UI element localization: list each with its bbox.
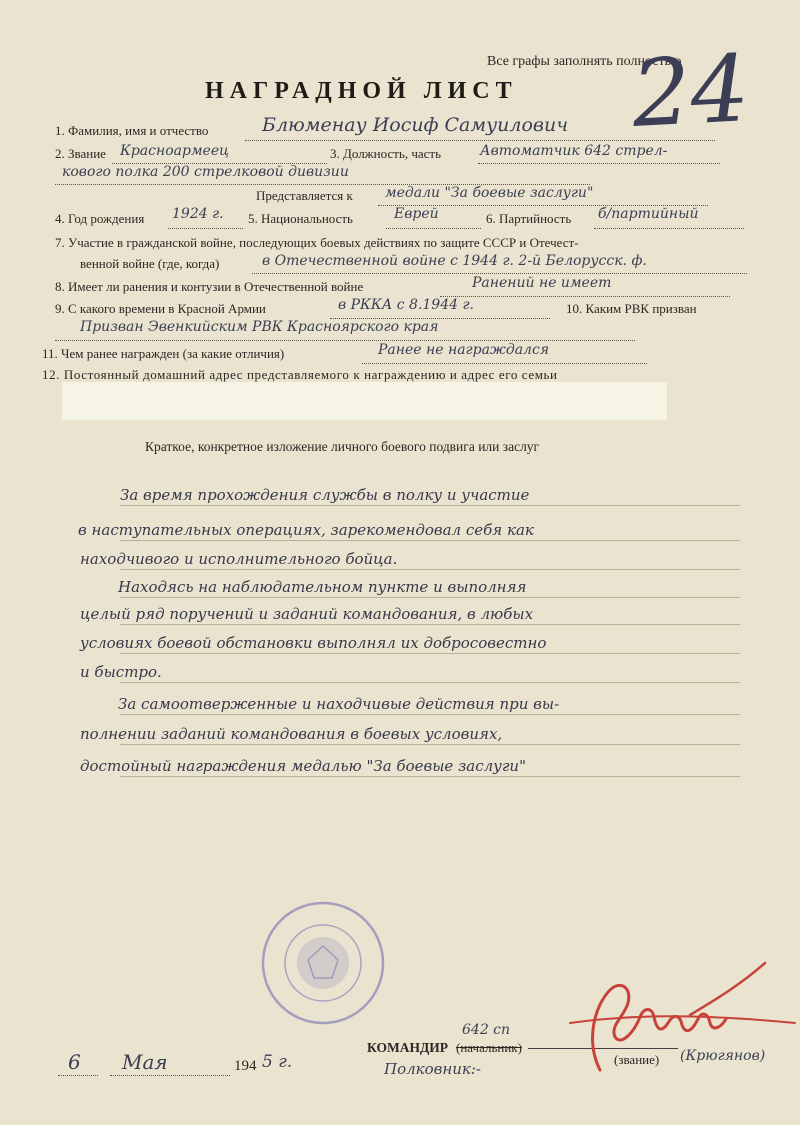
field-7-label: 7. Участие в гражданской войне, последующих боевых действиях по защите СССР и Отечест- — [55, 235, 579, 250]
summary-line: целый ряд поручений и заданий командования, в любых — [80, 605, 534, 623]
ruled-line — [120, 776, 740, 777]
summary-heading: Краткое, конкретное изложение личного боевого подвига или заслуг — [145, 439, 540, 454]
field-5-underline — [386, 228, 481, 229]
redacted-address-block — [62, 382, 667, 420]
summary-line: достойный награждения медалью "За боевые заслуги" — [80, 757, 526, 775]
fill-all-note: Все графы заполнять полностью — [487, 54, 682, 69]
field-9-label: 9. С какого времени в Красной Армии — [55, 301, 266, 316]
field-5-value: Еврей — [394, 206, 439, 222]
ruled-line — [120, 744, 740, 745]
field-1-label: 1. Фамилия, имя и отчество — [55, 123, 209, 138]
regiment-stamp — [258, 898, 388, 1028]
field-9-value: в РККА с 8.1944 г. — [338, 297, 474, 313]
commander-unit: 642 сп — [462, 1022, 511, 1038]
document-title: НАГРАДНОЙ ЛИСТ — [205, 78, 518, 104]
field-3-underline — [478, 163, 720, 164]
ruled-line — [120, 714, 740, 715]
summary-line: За самоотверженные и находчивые действия при вы- — [118, 695, 560, 713]
commander-surname: (Крюгянов) — [680, 1048, 766, 1064]
field-7-label-cont: венной войне (где, когда) — [80, 256, 220, 271]
rank-value: Полковник:- — [384, 1060, 482, 1078]
date-year-handwritten: 5 г. — [262, 1052, 293, 1072]
summary-line: находчивого и исполнительного бойца. — [80, 550, 398, 568]
date-day: 6 — [68, 1050, 81, 1074]
presented-label: Представляется к — [256, 188, 353, 203]
field-10-label: 10. Каким РВК призван — [566, 301, 697, 316]
field-11-value: Ранее не награждался — [378, 342, 550, 358]
field-1-value: Блюменау Иосиф Самуилович — [262, 114, 569, 136]
summary-line: и быстро. — [80, 663, 162, 681]
summary-line: условиях боевой обстановки выполнял их добросовестно — [80, 634, 547, 652]
date-month-underline — [110, 1075, 230, 1076]
summary-line: Находясь на наблюдательном пункте и выполняя — [118, 578, 527, 596]
field-3-value: Автоматчик 642 стрел- — [480, 143, 668, 159]
field-5-label: 5. Национальность — [248, 211, 353, 226]
field-8-underline — [440, 296, 730, 297]
field-6-label: 6. Партийность — [486, 211, 572, 226]
date-year-printed: 194 — [234, 1058, 257, 1074]
field-11-underline — [362, 363, 647, 364]
field-1-underline — [245, 140, 715, 141]
date-month: Мая — [122, 1050, 168, 1074]
field-7-underline — [252, 273, 747, 274]
ruled-line — [120, 505, 740, 506]
ruled-line — [120, 569, 740, 570]
rank-label: (звание) — [614, 1052, 660, 1067]
ruled-line — [120, 597, 740, 598]
field-10-underline — [55, 340, 635, 341]
field-4-underline — [168, 228, 243, 229]
field-4-label: 4. Год рождения — [55, 211, 145, 226]
ruled-line — [120, 682, 740, 683]
date-day-underline — [58, 1075, 98, 1076]
summary-line: За время прохождения службы в полку и участие — [120, 486, 530, 504]
field-10-value: Призван Эвенкийским РВК Красноярского края — [80, 319, 439, 335]
field-2-value: Красноармеец — [120, 143, 229, 159]
field-8-value: Ранений не имеет — [472, 275, 612, 291]
summary-line: в наступательных операциях, зарекомендовал себя как — [78, 521, 534, 539]
field-12-label: 12. Постоянный домашний адрес представляемого к награждению и адрес его семьи — [42, 367, 558, 382]
handwritten-sheet-number: 24 — [629, 35, 752, 148]
presented-value: медали "За боевые заслуги" — [385, 185, 594, 201]
ruled-line — [120, 540, 740, 541]
field-11-label: 11. Чем ранее награжден (за какие отличия) — [42, 346, 285, 361]
field-3-value-cont: кового полка 200 стрелковой дивизии — [62, 164, 349, 180]
commander-label: КОМАНДИР — [367, 1040, 448, 1055]
ruled-line — [120, 624, 740, 625]
field-4-value: 1924 г. — [172, 206, 224, 222]
field-8-label: 8. Имеет ли ранения и контузии в Отечественной войне — [55, 279, 364, 294]
summary-line: полнении заданий командования в боевых условиях, — [80, 725, 503, 743]
red-signature — [540, 945, 800, 1075]
field-3-label: 3. Должность, часть — [330, 146, 442, 161]
field-6-value: б/партийный — [598, 206, 699, 222]
field-2-label: 2. Звание — [55, 146, 106, 161]
chief-label-struck: (начальник) — [456, 1040, 522, 1055]
field-7-value: в Отечественной войне с 1944 г. 2-й Белорусск. ф. — [262, 253, 647, 269]
field-6-underline — [594, 228, 744, 229]
ruled-line — [120, 653, 740, 654]
